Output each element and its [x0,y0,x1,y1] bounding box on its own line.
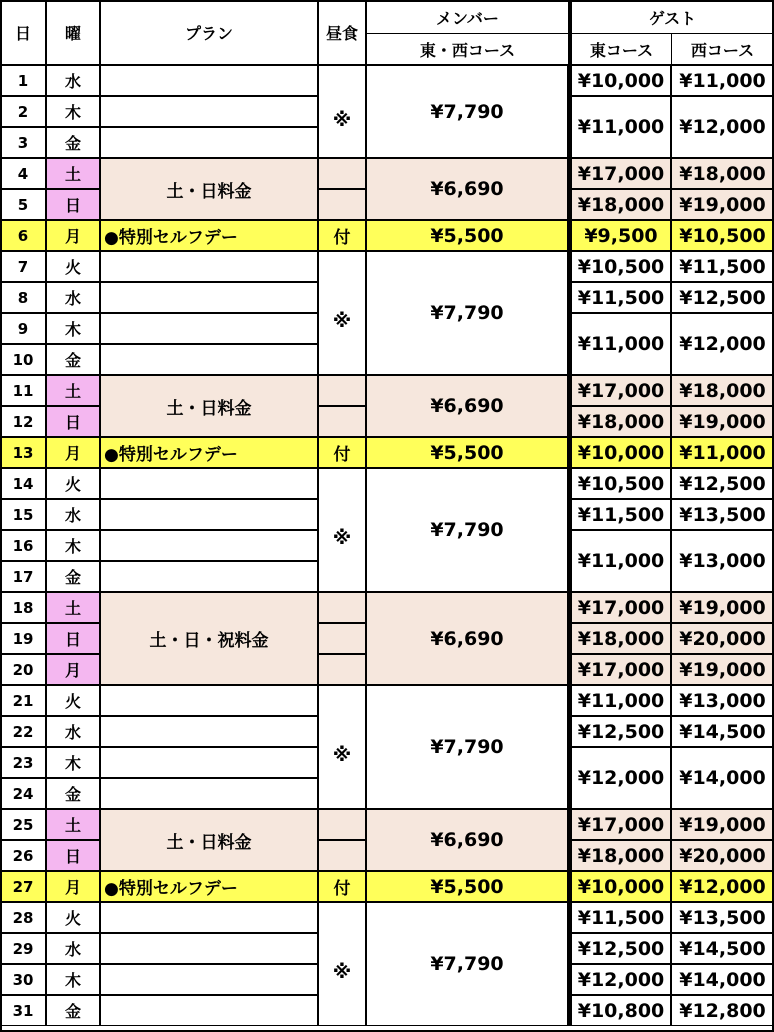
day-cell: 14 [0,468,46,499]
plan-special-self-day: ●特別セルフデー [100,871,318,902]
weekday-cell: 日 [46,623,100,654]
weekday-cell: 月 [46,654,100,685]
guest-west-price: ¥18,000 [671,158,774,189]
day-cell: 7 [0,251,46,282]
guest-east-price: ¥17,000 [568,158,671,189]
day-cell: 18 [0,592,46,623]
weekday-cell: 水 [46,716,100,747]
weekday-cell: 木 [46,747,100,778]
header-weekday: 曜 [46,0,100,65]
weekday-cell: 火 [46,902,100,933]
header-plan: プラン [100,0,318,65]
header-guest-east: 東コース [568,33,672,65]
header-member: メンバー [366,0,569,34]
day-cell: 16 [0,530,46,561]
day-cell: 9 [0,313,46,344]
guest-west-price: ¥12,500 [671,468,774,499]
lunch-note-mark: ※ [318,468,366,592]
guest-east-price: ¥10,000 [568,871,671,902]
guest-west-price: ¥18,000 [671,375,774,406]
guest-east-price: ¥10,800 [568,995,671,1026]
weekday-cell: 木 [46,96,100,127]
guest-east-price: ¥10,500 [568,251,671,282]
lunch-cell [318,840,366,871]
guest-west-price: ¥13,500 [671,902,774,933]
weekday-cell: 金 [46,127,100,158]
member-price: ¥7,790 [366,902,568,1026]
member-price: ¥7,790 [366,65,568,158]
day-cell: 30 [0,964,46,995]
guest-west-price: ¥11,000 [671,65,774,96]
day-cell: 28 [0,902,46,933]
plan-cell [100,716,318,747]
guest-east-price: ¥11,500 [568,902,671,933]
weekday-cell: 月 [46,220,100,251]
weekday-cell: 金 [46,995,100,1026]
member-price: ¥7,790 [366,468,568,592]
plan-weekend-rate: 土・日・祝料金 [100,592,318,685]
plan-special-self-day: ●特別セルフデー [100,220,318,251]
plan-cell [100,96,318,127]
lunch-cell [318,406,366,437]
day-cell: 22 [0,716,46,747]
guest-east-price: ¥18,000 [568,406,671,437]
day-cell: 3 [0,127,46,158]
weekday-cell: 水 [46,933,100,964]
lunch-included: 付 [318,437,366,468]
day-cell: 26 [0,840,46,871]
guest-west-price: ¥12,500 [671,282,774,313]
guest-west-price: ¥19,000 [671,809,774,840]
plan-cell [100,127,318,158]
guest-east-price: ¥9,500 [568,220,671,251]
weekday-cell: 日 [46,189,100,220]
weekday-cell: 木 [46,964,100,995]
day-cell: 10 [0,344,46,375]
day-cell: 24 [0,778,46,809]
plan-weekend-rate: 土・日料金 [100,375,318,437]
guest-east-price: ¥17,000 [568,592,671,623]
weekday-cell: 土 [46,592,100,623]
guest-west-price: ¥13,000 [671,685,774,716]
plan-cell [100,530,318,561]
lunch-note-mark: ※ [318,251,366,375]
lunch-cell [318,158,366,189]
weekday-cell: 金 [46,778,100,809]
weekday-cell: 月 [46,871,100,902]
guest-west-price: ¥19,000 [671,189,774,220]
guest-east-price: ¥18,000 [568,189,671,220]
day-cell: 17 [0,561,46,592]
lunch-note-mark: ※ [318,685,366,809]
plan-weekend-rate: 土・日料金 [100,809,318,871]
plan-special-self-day: ●特別セルフデー [100,437,318,468]
day-cell: 25 [0,809,46,840]
weekday-cell: 土 [46,809,100,840]
plan-cell [100,65,318,96]
guest-east-price: ¥10,500 [568,468,671,499]
weekday-cell: 土 [46,158,100,189]
plan-cell [100,964,318,995]
guest-west-price: ¥12,800 [671,995,774,1026]
guest-east-price: ¥12,500 [568,933,671,964]
lunch-cell [318,375,366,406]
guest-east-price: ¥17,000 [568,375,671,406]
plan-cell [100,778,318,809]
day-cell: 6 [0,220,46,251]
weekday-cell: 火 [46,251,100,282]
plan-cell [100,499,318,530]
guest-west-price: ¥13,000 [671,530,774,592]
day-cell: 2 [0,96,46,127]
weekday-cell: 月 [46,437,100,468]
plan-cell [100,468,318,499]
member-price: ¥5,500 [366,220,568,251]
header-guest: ゲスト [568,0,774,34]
lunch-cell [318,189,366,220]
guest-east-price: ¥11,500 [568,282,671,313]
guest-west-price: ¥12,000 [671,96,774,158]
weekday-cell: 水 [46,282,100,313]
guest-east-price: ¥10,000 [568,437,671,468]
day-cell: 20 [0,654,46,685]
plan-weekend-rate: 土・日料金 [100,158,318,220]
guest-west-price: ¥14,000 [671,747,774,809]
day-cell: 11 [0,375,46,406]
guest-west-price: ¥14,000 [671,964,774,995]
weekday-cell: 土 [46,375,100,406]
plan-cell [100,747,318,778]
day-cell: 12 [0,406,46,437]
guest-east-price: ¥17,000 [568,654,671,685]
day-cell: 21 [0,685,46,716]
guest-east-price: ¥11,000 [568,685,671,716]
lunch-note-mark: ※ [318,65,366,158]
weekday-cell: 水 [46,499,100,530]
guest-west-price: ¥12,000 [671,313,774,375]
plan-cell [100,995,318,1026]
weekday-cell: 金 [46,561,100,592]
guest-east-price: ¥12,500 [568,716,671,747]
plan-cell [100,561,318,592]
plan-cell [100,251,318,282]
guest-west-price: ¥19,000 [671,654,774,685]
day-cell: 31 [0,995,46,1026]
guest-east-price: ¥11,000 [568,313,671,375]
header-lunch: 昼食 [318,0,366,65]
guest-west-price: ¥20,000 [671,623,774,654]
guest-west-price: ¥12,000 [671,871,774,902]
lunch-cell [318,592,366,623]
guest-west-price: ¥11,500 [671,251,774,282]
lunch-cell [318,623,366,654]
day-cell: 4 [0,158,46,189]
guest-east-price: ¥11,000 [568,96,671,158]
member-price: ¥6,690 [366,592,568,685]
member-price: ¥5,500 [366,871,568,902]
plan-cell [100,902,318,933]
day-cell: 29 [0,933,46,964]
weekday-cell: 火 [46,468,100,499]
header-member-course: 東・西コース [366,33,569,65]
lunch-included: 付 [318,871,366,902]
day-cell: 23 [0,747,46,778]
plan-cell [100,685,318,716]
member-price: ¥5,500 [366,437,568,468]
day-cell: 5 [0,189,46,220]
day-cell: 19 [0,623,46,654]
member-price: ¥6,690 [366,809,568,871]
guest-west-price: ¥11,000 [671,437,774,468]
guest-west-price: ¥14,500 [671,933,774,964]
weekday-cell: 金 [46,344,100,375]
day-cell: 13 [0,437,46,468]
lunch-cell [318,654,366,685]
guest-west-price: ¥19,000 [671,406,774,437]
plan-cell [100,933,318,964]
guest-east-price: ¥17,000 [568,809,671,840]
day-cell: 27 [0,871,46,902]
weekday-cell: 日 [46,406,100,437]
weekday-cell: 木 [46,313,100,344]
day-cell: 8 [0,282,46,313]
header-day: 日 [0,0,46,65]
guest-west-price: ¥20,000 [671,840,774,871]
plan-cell [100,282,318,313]
guest-east-price: ¥10,000 [568,65,671,96]
lunch-note-mark: ※ [318,902,366,1026]
member-price: ¥6,690 [366,375,568,437]
guest-west-price: ¥13,500 [671,499,774,530]
guest-west-price: ¥10,500 [671,220,774,251]
lunch-included: 付 [318,220,366,251]
guest-west-price: ¥19,000 [671,592,774,623]
guest-east-price: ¥11,500 [568,499,671,530]
weekday-cell: 日 [46,840,100,871]
weekday-cell: 火 [46,685,100,716]
lunch-cell [318,809,366,840]
guest-west-price: ¥14,500 [671,716,774,747]
header-guest-west: 西コース [671,33,774,65]
member-price: ¥6,690 [366,158,568,220]
member-price: ¥7,790 [366,685,568,809]
plan-cell [100,344,318,375]
weekday-cell: 水 [46,65,100,96]
guest-east-price: ¥18,000 [568,623,671,654]
guest-east-price: ¥18,000 [568,840,671,871]
guest-east-price: ¥12,000 [568,747,671,809]
member-price: ¥7,790 [366,251,568,375]
guest-east-price: ¥12,000 [568,964,671,995]
day-cell: 15 [0,499,46,530]
weekday-cell: 木 [46,530,100,561]
day-cell: 1 [0,65,46,96]
plan-cell [100,313,318,344]
guest-east-price: ¥11,000 [568,530,671,592]
